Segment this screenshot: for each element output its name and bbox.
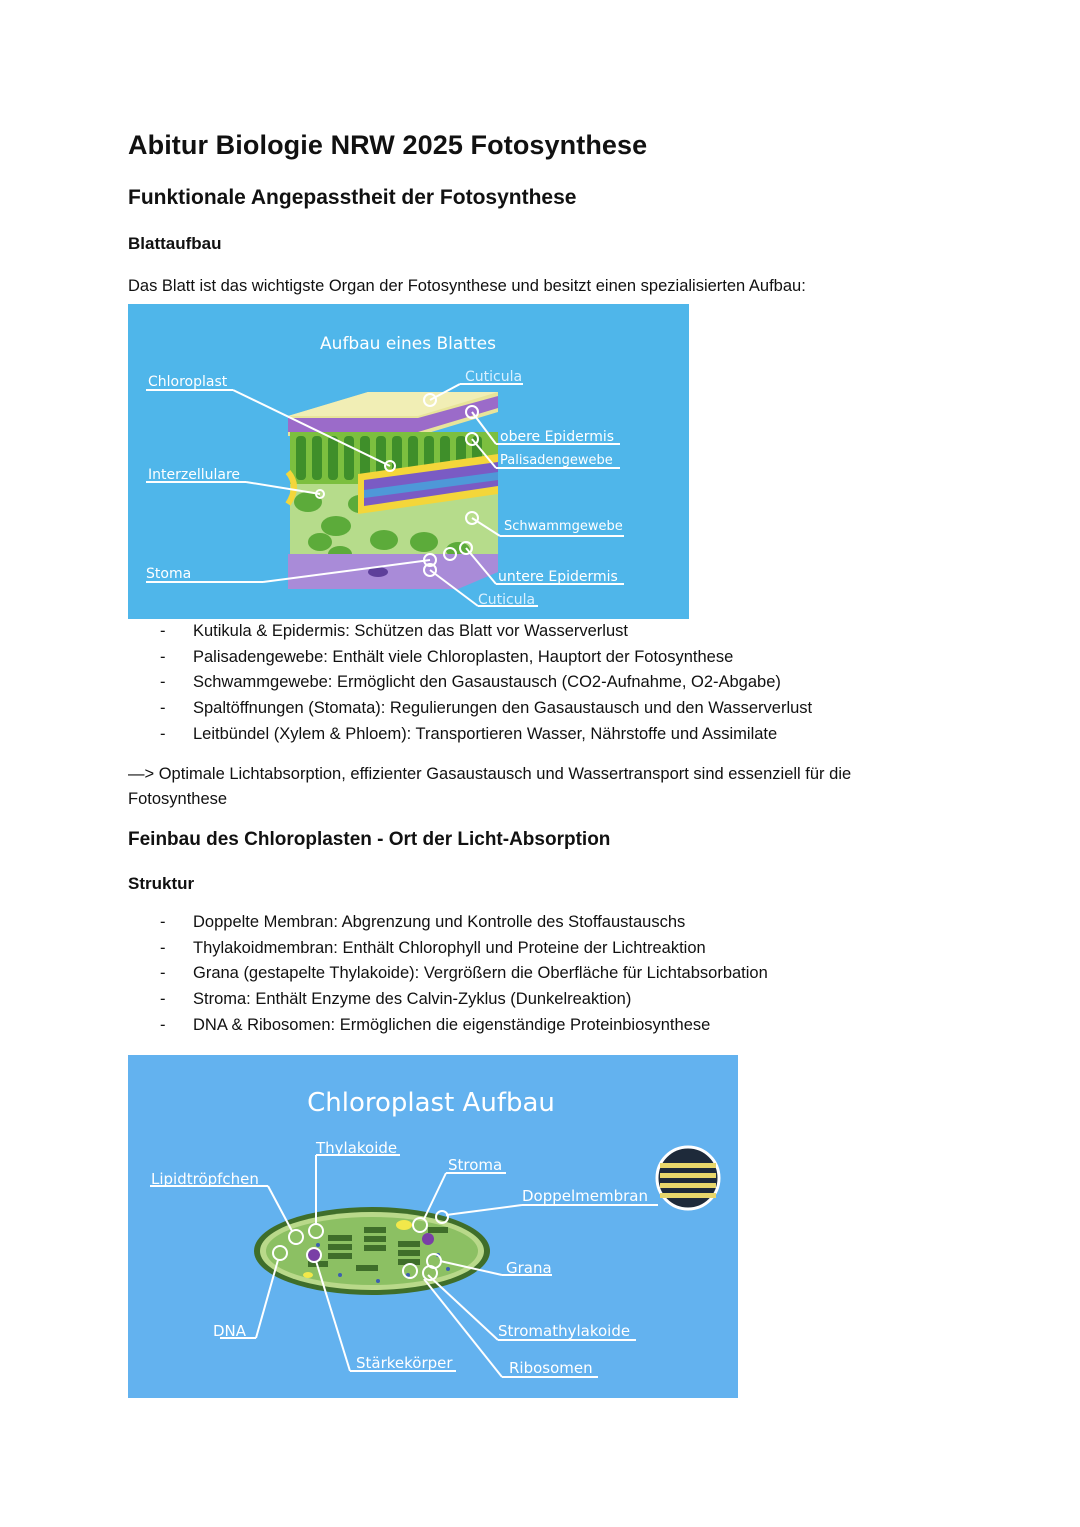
lower-epidermis-band xyxy=(288,554,498,589)
membrane-zoom xyxy=(657,1147,719,1209)
label-chloroplast: Chloroplast xyxy=(148,374,228,390)
label-thylakoide: Thylakoide xyxy=(316,1139,398,1157)
lipid-droplet-marker xyxy=(303,1272,313,1278)
list-item: - Palisadengewebe: Enthält viele Chloroplasten, Hauptort der Fotosynthese xyxy=(160,647,734,666)
label-stoma: Stoma xyxy=(146,566,192,582)
label-cuticula-bottom: Cuticula xyxy=(478,592,536,608)
conclusion-line-2: Fotosynthese xyxy=(128,790,228,808)
label-stroma-thylakoids: Stromathylakoide xyxy=(498,1322,631,1340)
label-cuticula-top: Cuticula xyxy=(465,369,523,385)
label-lower-epidermis: untere Epidermis xyxy=(498,569,618,585)
label-intercellular: Interzellulare xyxy=(148,467,241,483)
label-upper-epidermis: obere Epidermis xyxy=(500,429,615,445)
conclusion-text xyxy=(128,762,948,812)
chloroplast-figure-title: Chloroplast Aufbau xyxy=(307,1088,555,1118)
label-grana: Grana xyxy=(506,1259,552,1277)
leaf-features-list xyxy=(128,619,812,748)
subheading-leaf-structure: Blattaufbau xyxy=(128,234,222,253)
list-item: - Stroma: Enthält Enzyme des Calvin-Zyklus (Dunkelreaktion) xyxy=(160,990,632,1009)
label-palisade: Palisadengewebe xyxy=(500,453,613,468)
list-item: - Spaltöffnungen (Stomata): Regulierungen den Gasaustausch und den Wasserverlust xyxy=(160,699,813,718)
label-double-membrane: Doppelmembran xyxy=(522,1187,649,1205)
dna-marker xyxy=(308,1249,320,1261)
list-item: - Grana (gestapelte Thylakoide): Vergrößern die Oberfläche für Lichtabsorbation xyxy=(160,964,768,983)
list-item: - Schwammgewebe: Ermöglicht den Gasaustausch (CO2-Aufnahme, O2-Abgabe) xyxy=(160,673,781,692)
list-item: - Doppelte Membran: Abgrenzung und Kontrolle des Stoffaustauschs xyxy=(160,913,686,931)
label-dna: DNA xyxy=(213,1322,247,1340)
label-starch-grain: Stärkekörper xyxy=(356,1354,453,1372)
leaf-structure-figure xyxy=(128,304,689,619)
conclusion-line-1: —> Optimale Lichtabsorption, effizienter Gasaustausch und Wassertransport sind essenziell für die xyxy=(128,765,852,783)
chloroplast-features-list xyxy=(128,910,768,1039)
stroma-vesicle xyxy=(422,1233,434,1245)
list-item: - DNA & Ribosomen: Ermöglichen die eigenständige Proteinbiosynthese xyxy=(160,1015,711,1034)
label-stroma: Stroma xyxy=(448,1156,503,1174)
list-item: - Leitbündel (Xylem & Phloem): Transportieren Wasser, Nährstoffe und Assimilate xyxy=(160,724,778,743)
subheading-structure: Struktur xyxy=(128,874,195,893)
leaf-intro-text: Das Blatt ist das wichtigste Organ der Fotosynthese und besitzt einen spezialisierten Aufbau: xyxy=(128,277,806,295)
list-item: - Thylakoidmembran: Enthält Chlorophyll und Proteine der Lichtreaktion xyxy=(160,938,706,957)
label-lipid-droplets: Lipidtröpfchen xyxy=(151,1170,259,1188)
section-heading-adaptation: Funktionale Angepasstheit der Fotosynthese xyxy=(128,186,577,209)
leaf-diagram xyxy=(128,304,689,619)
starch-grain-marker xyxy=(396,1220,412,1230)
leaf-figure-title: Aufbau eines Blattes xyxy=(320,334,496,354)
chloroplast-structure-figure xyxy=(128,1055,738,1398)
document-title: Abitur Biologie NRW 2025 Fotosynthese xyxy=(128,130,648,160)
section-heading-chloroplast: Feinbau des Chloroplasten - Ort der Licht-Absorption xyxy=(128,829,611,850)
label-spongy: Schwammgewebe xyxy=(504,519,623,534)
list-item: - Kutikula & Epidermis: Schützen das Blatt vor Wasserverlust xyxy=(160,622,628,640)
label-ribosomes: Ribosomen xyxy=(509,1359,593,1377)
chloroplast-diagram xyxy=(128,1055,738,1398)
